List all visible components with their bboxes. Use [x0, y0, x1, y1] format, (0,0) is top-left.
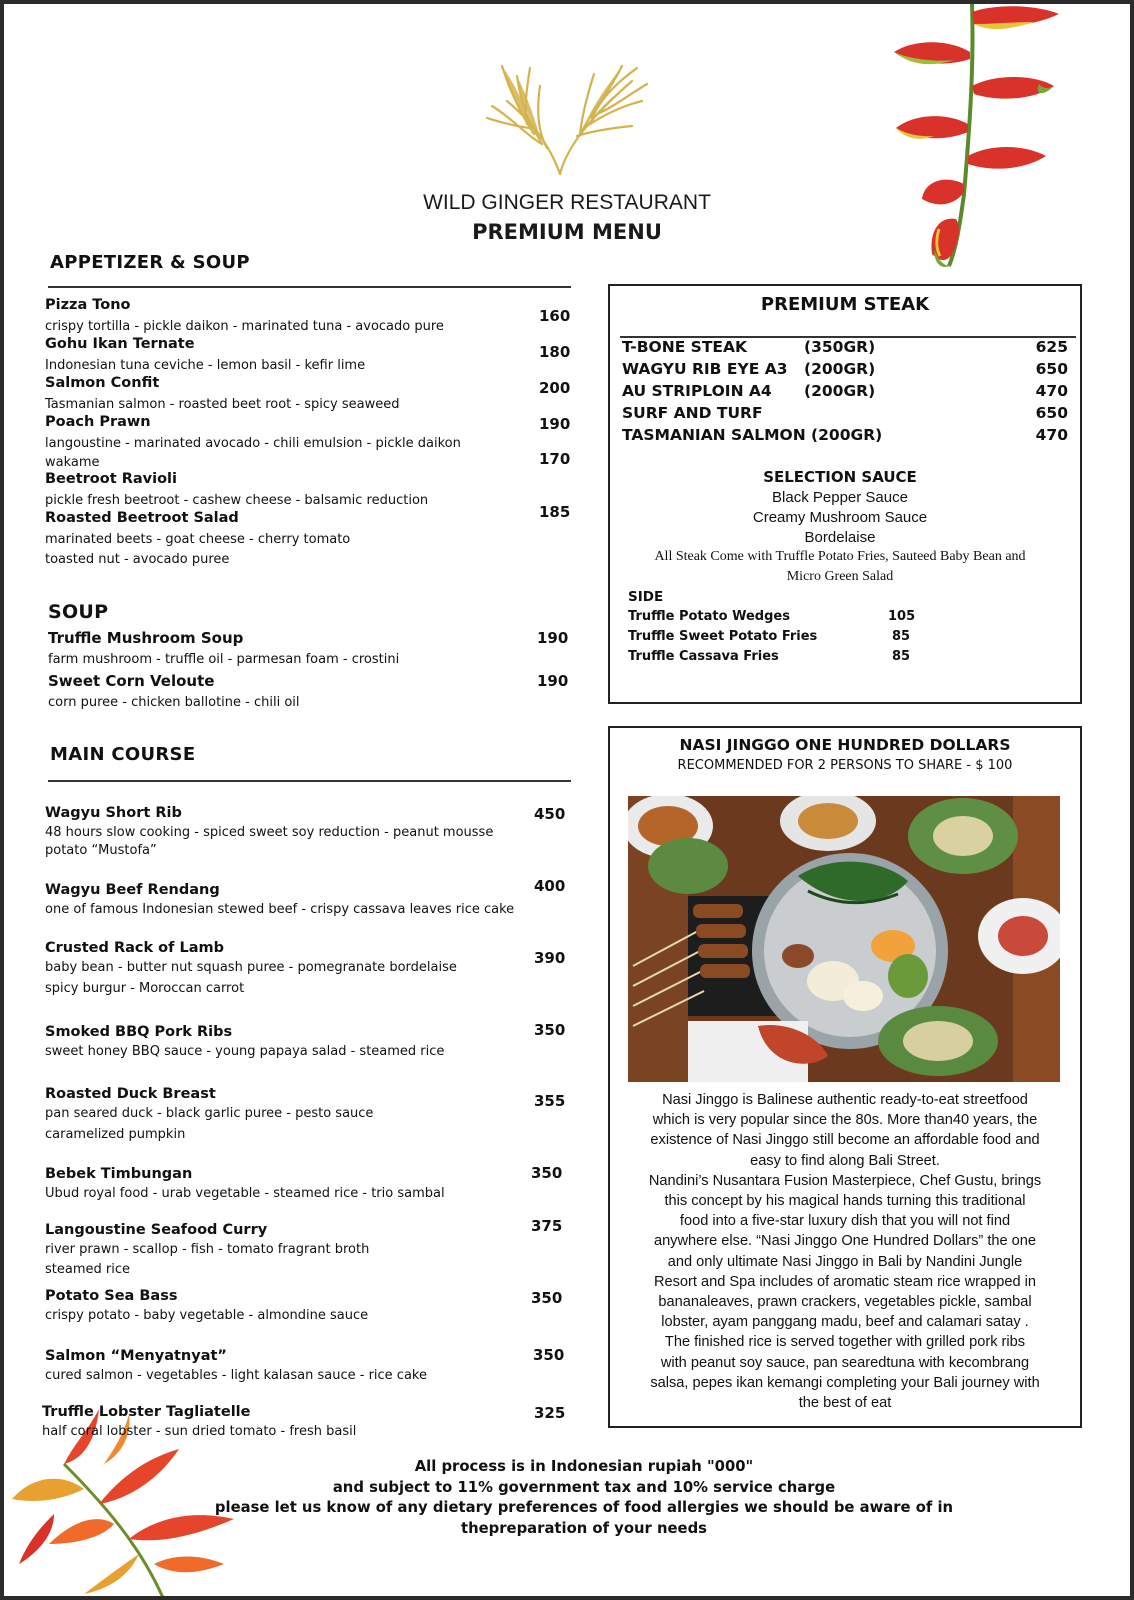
menu-item-price: 375 [531, 1217, 563, 1235]
menu-title: PREMIUM MENU [472, 220, 662, 244]
menu-item-price: 390 [534, 949, 566, 967]
side-item [628, 609, 928, 629]
menu-item-name: Salmon “Menyatnyat” [45, 1348, 227, 1364]
premium-steak-box [608, 284, 1082, 704]
steak-note: Micro Green Salad [786, 569, 894, 584]
steak-item-price: 625 [1035, 338, 1068, 356]
steak-item-name: TASMANIAN SALMON (200GR) [622, 426, 883, 444]
restaurant-name: WILD GINGER RESTAURANT [423, 191, 711, 214]
menu-item-name: Langoustine Seafood Curry [45, 1222, 268, 1238]
menu-item-name: Beetroot Ravioli [45, 471, 177, 487]
menu-item-price: 450 [534, 805, 566, 823]
menu-item-desc: half coral lobster - sun dried tomato - fresh basil [42, 1424, 357, 1439]
nasi-description-line: and only ultimate Nasi Jinggo in Bali by Nandini Jungle [667, 1253, 1023, 1270]
side-item-price: 85 [892, 629, 911, 644]
soup-section-title: SOUP [48, 601, 109, 623]
menu-item-desc: crispy tortilla - pickle daikon - marinated tuna - avocado pure [45, 319, 444, 334]
steak-item-name: WAGYU RIB EYE A3 [622, 360, 788, 378]
menu-item-desc: pan seared duck - black garlic puree - pesto sauce [45, 1106, 374, 1121]
steak-section-title: PREMIUM STEAK [760, 294, 930, 315]
menu-item-desc: potato “Mustofa” [45, 843, 157, 858]
nasi-description-line: bananaleaves, prawn crackers, vegetables pickle, sambal [658, 1294, 1032, 1311]
menu-item-desc: steamed rice [45, 1262, 130, 1277]
main-course-section-title: MAIN COURSE [50, 744, 196, 765]
steak-item-price: 470 [1035, 426, 1068, 444]
menu-item-name: Truffle Lobster Tagliatelle [42, 1404, 251, 1420]
steak-item-name: AU STRIPLOIN A4 [622, 382, 772, 400]
nasi-description-line: salsa, pepes ikan kemangi completing your Bali journey with [650, 1374, 1040, 1391]
menu-item-name: Wagyu Short Rib [45, 805, 182, 821]
steak-item-price: 650 [1035, 404, 1068, 422]
menu-item-price: 190 [539, 415, 571, 433]
nasi-description-line: Nandini’s Nusantara Fusion Masterpiece, Chef Gustu, brings [648, 1172, 1042, 1189]
appetizer-divider [48, 286, 571, 288]
menu-item-price: 350 [531, 1164, 563, 1182]
menu-item-desc: river prawn - scallop - fish - tomato fragrant broth [45, 1242, 370, 1257]
menu-item-name: Bebek Timbungan [45, 1166, 193, 1182]
nasi-description-line: the best of eat [798, 1395, 892, 1412]
nasi-description [610, 1090, 1080, 1413]
palm-leaf-logo-icon [482, 56, 652, 176]
menu-item-price: 350 [533, 1346, 565, 1364]
steak-item-weight: (350GR) [804, 338, 876, 356]
steak-note: All Steak Come with Truffle Potato Fries, Sauteed Baby Bean and [654, 549, 1026, 564]
footer-line: and subject to 11% government tax and 10% service charge [332, 1478, 836, 1496]
steak-item-weight: (200GR) [804, 382, 876, 400]
nasi-description-line: The finished rice is served together with grilled pork ribs [664, 1334, 1026, 1351]
nasi-description-line: this concept by his magical hands turning this traditional [664, 1193, 1026, 1210]
steak-item [622, 360, 1068, 382]
menu-item-desc: langoustine - marinated avocado - chili emulsion - pickle daikon [45, 436, 461, 451]
footer-line: please let us know of any dietary preferences of food allergies we should be aware of in [214, 1499, 954, 1516]
menu-item-desc: farm mushroom - truffle oil - parmesan foam - crostini [48, 652, 400, 667]
menu-item-name: Truffle Mushroom Soup [48, 629, 244, 647]
side-item [628, 649, 928, 669]
sauce-title: SELECTION SAUCE [763, 468, 917, 486]
menu-item-price: 190 [537, 672, 569, 690]
menu-item-price: 190 [537, 629, 569, 647]
steak-item-weight: (200GR) [804, 360, 876, 378]
nasi-description-line: anywhere else. “Nasi Jinggo One Hundred Dollars” the one [653, 1233, 1037, 1250]
nasi-description-line: easy to find along Bali Street. [750, 1152, 940, 1169]
menu-item-desc: crispy potato - baby vegetable - almondine sauce [45, 1308, 369, 1323]
menu-item-desc: cured salmon - vegetables - light kalasan sauce - rice cake [45, 1368, 427, 1383]
menu-item-price: 180 [539, 343, 571, 361]
menu-item-name: Smoked BBQ Pork Ribs [45, 1024, 233, 1040]
nasi-description-line: Nasi Jinggo is Balinese authentic ready-to-eat streetfood [662, 1092, 1028, 1108]
menu-item-desc: one of famous Indonesian stewed beef - crispy cassava leaves rice cake [45, 902, 515, 917]
main-course-divider [48, 780, 571, 782]
menu-item-price: 325 [534, 1404, 566, 1422]
menu-item-desc: marinated beets - goat cheese - cherry tomato [45, 532, 351, 547]
menu-item-desc: Ubud royal food - urab vegetable - steamed rice - trio sambal [45, 1186, 445, 1201]
menu-item-name: Poach Prawn [45, 414, 151, 430]
steak-item-name: T-BONE STEAK [622, 338, 748, 356]
menu-item-desc: pickle fresh beetroot - cashew cheese - balsamic reduction [45, 493, 429, 508]
side-item-name: Truffle Cassava Fries [628, 649, 779, 664]
menu-item-desc: 48 hours slow cooking - spiced sweet soy reduction - peanut mousse [45, 825, 494, 840]
side-item-price: 85 [892, 649, 911, 664]
steak-item-name: SURF AND TURF [622, 404, 763, 422]
menu-item-desc: caramelized pumpkin [45, 1127, 186, 1142]
menu-item-name: Wagyu Beef Rendang [45, 882, 220, 898]
menu-item-price: 200 [539, 379, 571, 397]
side-item-name: Truffle Potato Wedges [628, 609, 790, 624]
steak-item [622, 382, 1068, 404]
side-item-name: Truffle Sweet Potato Fries [628, 629, 818, 644]
footer-line: thepreparation of your needs [461, 1519, 707, 1537]
sauce-option: Creamy Mushroom Sauce [752, 509, 928, 526]
nasi-subtitle: RECOMMENDED FOR 2 PERSONS TO SHARE - $ 100 [677, 758, 1013, 773]
menu-item-desc: toasted nut - avocado puree [45, 552, 230, 567]
menu-item-price: 350 [531, 1289, 563, 1307]
nasi-description-line: lobster, ayam panggang madu, beef and calamari satay . [661, 1314, 1029, 1331]
menu-item-name: Roasted Beetroot Salad [45, 510, 239, 526]
appetizer-section-title: APPETIZER & SOUP [50, 252, 250, 273]
menu-item-price: 170 [539, 450, 571, 468]
footer-line: All process is in Indonesian rupiah "000" [414, 1458, 754, 1475]
menu-item-price: 160 [539, 307, 571, 325]
menu-item-price: 185 [539, 503, 571, 521]
nasi-jinggo-photo [628, 796, 1060, 1082]
menu-item-name: Gohu Ikan Ternate [45, 336, 195, 352]
side-title: SIDE [628, 589, 664, 605]
steak-item [622, 426, 1068, 448]
nasi-description-line: with peanut soy sauce, pan searedtuna with kecombrang [660, 1354, 1030, 1371]
nasi-description-line: Resort and Spa includes of aromatic steam rice wrapped in [653, 1273, 1037, 1290]
menu-item-desc: Tasmanian salmon - roasted beet root - spicy seaweed [45, 397, 400, 412]
menu-item-name: Potato Sea Bass [45, 1288, 178, 1304]
menu-item-price: 355 [534, 1092, 566, 1110]
steak-item-price: 650 [1035, 360, 1068, 378]
nasi-description-line: existence of Nasi Jinggo still become an affordable food and [650, 1132, 1040, 1149]
nasi-description-line: food into a five-star luxury dish that you will not find [679, 1213, 1011, 1230]
steak-item [622, 338, 1068, 360]
nasi-title: NASI JINGGO ONE HUNDRED DOLLARS [679, 736, 1011, 754]
menu-item-name: Roasted Duck Breast [45, 1086, 216, 1102]
menu-item-desc: baby bean - butter nut squash puree - pomegranate bordelaise [45, 960, 457, 975]
steak-item-price: 470 [1035, 382, 1068, 400]
menu-item-desc: sweet honey BBQ sauce - young papaya salad - steamed rice [45, 1044, 445, 1059]
nasi-jinggo-box [608, 726, 1082, 1428]
nasi-description-line: which is very popular since the 80s. More than40 years, the [652, 1112, 1038, 1129]
footer-note [204, 1457, 964, 1539]
menu-item-name: Crusted Rack of Lamb [45, 940, 225, 956]
menu-item-desc: spicy burgur - Moroccan carrot [45, 981, 245, 996]
sauce-option: Black Pepper Sauce [772, 489, 908, 506]
side-item [628, 629, 928, 649]
steak-item [622, 404, 1068, 426]
menu-item-desc: corn puree - chicken ballotine - chili oil [48, 695, 300, 710]
menu-item-price: 400 [534, 877, 566, 895]
menu-item-desc: wakame [45, 455, 100, 470]
menu-item-name: Sweet Corn Veloute [48, 672, 215, 690]
menu-item-name: Salmon Confit [45, 375, 160, 391]
menu-item-price: 350 [534, 1021, 566, 1039]
side-item-price: 105 [888, 609, 916, 624]
sauce-option: Bordelaise [804, 529, 876, 546]
menu-item-desc: Indonesian tuna ceviche - lemon basil - kefir lime [45, 358, 366, 373]
menu-item-name: Pizza Tono [45, 297, 131, 313]
